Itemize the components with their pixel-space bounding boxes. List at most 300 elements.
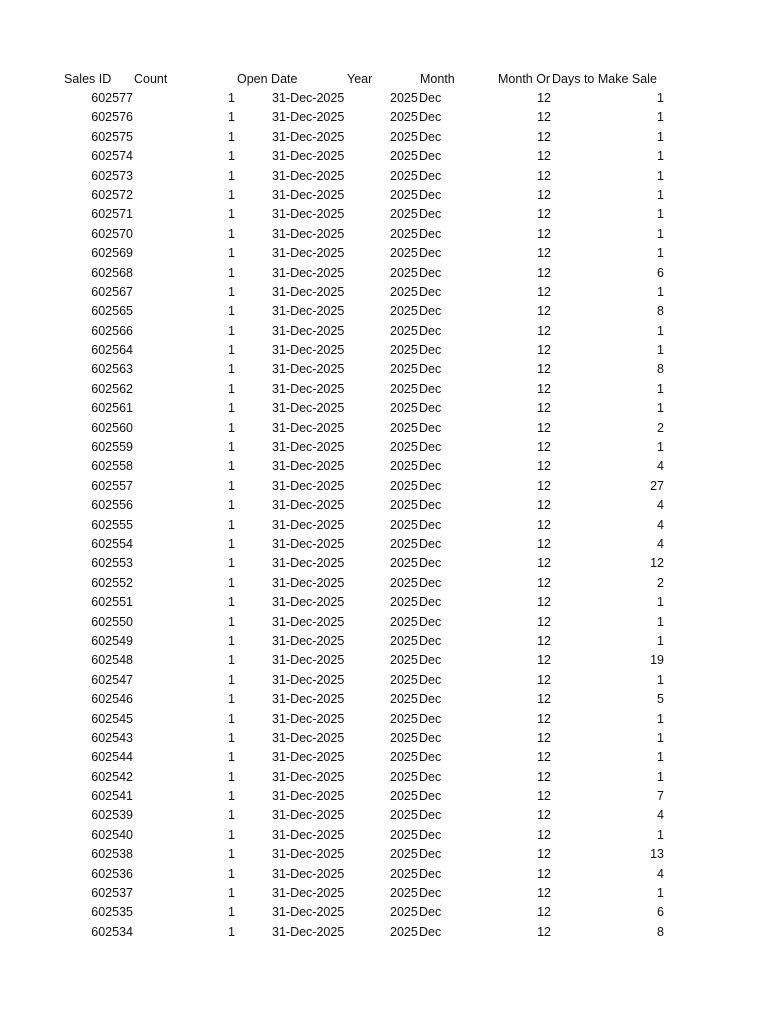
table-row [0, 690, 768, 709]
cell-month: Dec [419, 692, 442, 707]
cell-open-date: 31-Dec-2025 [272, 149, 345, 164]
cell-month-order: 12 [537, 595, 551, 610]
table-row [0, 748, 768, 767]
table-row [0, 128, 768, 147]
table-row [0, 923, 768, 942]
cell-year: 2025 [390, 517, 418, 532]
cell-count: 1 [228, 692, 235, 707]
cell-month: Dec [419, 168, 442, 183]
cell-sales-id: 602560 [91, 420, 133, 435]
cell-year: 2025 [390, 362, 418, 377]
table-row [0, 302, 768, 321]
cell-sales-id: 602562 [91, 381, 133, 396]
cell-month: Dec [419, 847, 442, 862]
cell-sales-id: 602545 [91, 711, 133, 726]
cell-sales-id: 602559 [91, 440, 133, 455]
cell-open-date: 31-Dec-2025 [272, 536, 345, 551]
cell-days-to-make-sale: 1 [657, 187, 664, 202]
cell-sales-id: 602544 [91, 750, 133, 765]
table-row [0, 710, 768, 729]
table-row [0, 535, 768, 554]
table-row [0, 380, 768, 399]
cell-count: 1 [228, 595, 235, 610]
table-row [0, 845, 768, 864]
cell-year: 2025 [390, 401, 418, 416]
cell-open-date: 31-Dec-2025 [272, 750, 345, 765]
cell-days-to-make-sale: 1 [657, 886, 664, 901]
cell-month: Dec [419, 827, 442, 842]
cell-open-date: 31-Dec-2025 [272, 420, 345, 435]
cell-month: Dec [419, 808, 442, 823]
cell-month: Dec [419, 284, 442, 299]
cell-month: Dec [419, 769, 442, 784]
cell-month-order: 12 [537, 265, 551, 280]
cell-month-order: 12 [537, 440, 551, 455]
cell-open-date: 31-Dec-2025 [272, 847, 345, 862]
cell-sales-id: 602552 [91, 575, 133, 590]
cell-days-to-make-sale: 1 [657, 769, 664, 784]
cell-sales-id: 602540 [91, 827, 133, 842]
cell-month-order: 12 [537, 343, 551, 358]
table-row [0, 651, 768, 670]
cell-year: 2025 [390, 692, 418, 707]
cell-month-order: 12 [537, 750, 551, 765]
cell-sales-id: 602535 [91, 905, 133, 920]
cell-month: Dec [419, 323, 442, 338]
cell-month-order: 12 [537, 808, 551, 823]
cell-year: 2025 [390, 575, 418, 590]
cell-sales-id: 602561 [91, 401, 133, 416]
table-row [0, 884, 768, 903]
cell-month: Dec [419, 226, 442, 241]
cell-month: Dec [419, 304, 442, 319]
cell-sales-id: 602547 [91, 672, 133, 687]
cell-month-order: 12 [537, 110, 551, 125]
cell-month-order: 12 [537, 207, 551, 222]
cell-month-order: 12 [537, 91, 551, 105]
cell-count: 1 [228, 304, 235, 319]
cell-month-order: 12 [537, 381, 551, 396]
cell-sales-id: 602570 [91, 226, 133, 241]
cell-count: 1 [228, 808, 235, 823]
cell-sales-id: 602576 [91, 110, 133, 125]
cell-year: 2025 [390, 536, 418, 551]
cell-open-date: 31-Dec-2025 [272, 575, 345, 590]
table-row [0, 205, 768, 224]
cell-open-date: 31-Dec-2025 [272, 808, 345, 823]
cell-year: 2025 [390, 886, 418, 901]
cell-year: 2025 [390, 246, 418, 261]
table-row [0, 496, 768, 515]
cell-count: 1 [228, 789, 235, 804]
cell-month-order: 12 [537, 284, 551, 299]
cell-month: Dec [419, 440, 442, 455]
cell-sales-id: 602553 [91, 556, 133, 571]
cell-month: Dec [419, 575, 442, 590]
cell-count: 1 [228, 827, 235, 842]
cell-year: 2025 [390, 827, 418, 842]
cell-days-to-make-sale: 1 [657, 149, 664, 164]
table-row [0, 593, 768, 612]
cell-sales-id: 602568 [91, 265, 133, 280]
cell-year: 2025 [390, 556, 418, 571]
cell-month-order: 12 [537, 633, 551, 648]
cell-days-to-make-sale: 4 [657, 459, 664, 474]
cell-month-order: 12 [537, 323, 551, 338]
cell-month: Dec [419, 672, 442, 687]
cell-month: Dec [419, 110, 442, 125]
cell-year: 2025 [390, 265, 418, 280]
cell-month-order: 12 [537, 168, 551, 183]
cell-month-order: 12 [537, 730, 551, 745]
cell-month-order: 12 [537, 498, 551, 513]
cell-month-order: 12 [537, 226, 551, 241]
table-row [0, 903, 768, 922]
cell-sales-id: 602565 [91, 304, 133, 319]
cell-month-order: 12 [537, 149, 551, 164]
table-row [0, 399, 768, 418]
cell-sales-id: 602534 [91, 924, 133, 939]
header-month-order: Month Or [498, 72, 551, 86]
cell-sales-id: 602543 [91, 730, 133, 745]
cell-count: 1 [228, 265, 235, 280]
table-row [0, 516, 768, 535]
cell-month-order: 12 [537, 459, 551, 474]
cell-year: 2025 [390, 207, 418, 222]
cell-month-order: 12 [537, 711, 551, 726]
cell-count: 1 [228, 905, 235, 920]
cell-sales-id: 602554 [91, 536, 133, 551]
cell-month-order: 12 [537, 401, 551, 416]
cell-month: Dec [419, 207, 442, 222]
cell-month-order: 12 [537, 575, 551, 590]
cell-open-date: 31-Dec-2025 [272, 401, 345, 416]
cell-days-to-make-sale: 1 [657, 750, 664, 765]
cell-month: Dec [419, 536, 442, 551]
cell-month-order: 12 [537, 517, 551, 532]
cell-days-to-make-sale: 19 [650, 653, 664, 668]
table-row [0, 632, 768, 651]
cell-count: 1 [228, 478, 235, 493]
cell-count: 1 [228, 730, 235, 745]
cell-year: 2025 [390, 498, 418, 513]
table-row [0, 438, 768, 457]
cell-sales-id: 602557 [91, 478, 133, 493]
cell-count: 1 [228, 284, 235, 299]
table-row [0, 283, 768, 302]
cell-days-to-make-sale: 6 [657, 265, 664, 280]
cell-days-to-make-sale: 1 [657, 110, 664, 125]
cell-month: Dec [419, 91, 442, 105]
cell-month: Dec [419, 246, 442, 261]
cell-year: 2025 [390, 653, 418, 668]
cell-month: Dec [419, 498, 442, 513]
cell-month: Dec [419, 517, 442, 532]
cell-open-date: 31-Dec-2025 [272, 653, 345, 668]
cell-open-date: 31-Dec-2025 [272, 730, 345, 745]
cell-month: Dec [419, 614, 442, 629]
cell-open-date: 31-Dec-2025 [272, 168, 345, 183]
cell-open-date: 31-Dec-2025 [272, 672, 345, 687]
table-row [0, 554, 768, 573]
cell-month-order: 12 [537, 672, 551, 687]
cell-month: Dec [419, 633, 442, 648]
cell-days-to-make-sale: 13 [650, 847, 664, 862]
cell-month-order: 12 [537, 362, 551, 377]
cell-days-to-make-sale: 4 [657, 517, 664, 532]
cell-count: 1 [228, 246, 235, 261]
cell-days-to-make-sale: 1 [657, 711, 664, 726]
cell-count: 1 [228, 633, 235, 648]
table-row [0, 806, 768, 825]
cell-year: 2025 [390, 110, 418, 125]
cell-days-to-make-sale: 4 [657, 536, 664, 551]
cell-days-to-make-sale: 1 [657, 91, 664, 105]
cell-days-to-make-sale: 1 [657, 246, 664, 261]
cell-open-date: 31-Dec-2025 [272, 517, 345, 532]
cell-open-date: 31-Dec-2025 [272, 129, 345, 144]
cell-sales-id: 602550 [91, 614, 133, 629]
cell-count: 1 [228, 149, 235, 164]
cell-month-order: 12 [537, 905, 551, 920]
cell-open-date: 31-Dec-2025 [272, 323, 345, 338]
cell-open-date: 31-Dec-2025 [272, 866, 345, 881]
table-row [0, 186, 768, 205]
header-month: Month [420, 72, 455, 86]
table-header-row [0, 70, 768, 89]
cell-year: 2025 [390, 905, 418, 920]
cell-open-date: 31-Dec-2025 [272, 459, 345, 474]
table-row [0, 477, 768, 496]
cell-month: Dec [419, 653, 442, 668]
cell-days-to-make-sale: 1 [657, 323, 664, 338]
cell-days-to-make-sale: 1 [657, 401, 664, 416]
cell-days-to-make-sale: 1 [657, 440, 664, 455]
cell-sales-id: 602566 [91, 323, 133, 338]
cell-count: 1 [228, 847, 235, 862]
cell-year: 2025 [390, 478, 418, 493]
header-sales-id: Sales ID [64, 72, 112, 86]
cell-open-date: 31-Dec-2025 [272, 711, 345, 726]
cell-year: 2025 [390, 440, 418, 455]
cell-sales-id: 602571 [91, 207, 133, 222]
cell-open-date: 31-Dec-2025 [272, 595, 345, 610]
cell-count: 1 [228, 924, 235, 939]
cell-count: 1 [228, 886, 235, 901]
cell-sales-id: 602555 [91, 517, 133, 532]
cell-year: 2025 [390, 168, 418, 183]
cell-count: 1 [228, 420, 235, 435]
cell-month: Dec [419, 420, 442, 435]
cell-sales-id: 602567 [91, 284, 133, 299]
cell-days-to-make-sale: 1 [657, 827, 664, 842]
cell-year: 2025 [390, 866, 418, 881]
table-row [0, 865, 768, 884]
cell-month-order: 12 [537, 478, 551, 493]
cell-days-to-make-sale: 1 [657, 343, 664, 358]
cell-count: 1 [228, 207, 235, 222]
table-row [0, 826, 768, 845]
cell-sales-id: 602539 [91, 808, 133, 823]
cell-sales-id: 602536 [91, 866, 133, 881]
cell-year: 2025 [390, 808, 418, 823]
cell-count: 1 [228, 401, 235, 416]
cell-month-order: 12 [537, 789, 551, 804]
cell-sales-id: 602564 [91, 343, 133, 358]
cell-count: 1 [228, 323, 235, 338]
cell-days-to-make-sale: 4 [657, 498, 664, 513]
cell-open-date: 31-Dec-2025 [272, 769, 345, 784]
table-row [0, 108, 768, 127]
cell-open-date: 31-Dec-2025 [272, 381, 345, 396]
cell-sales-id: 602549 [91, 633, 133, 648]
cell-year: 2025 [390, 614, 418, 629]
cell-days-to-make-sale: 1 [657, 284, 664, 299]
table-row [0, 341, 768, 360]
cell-sales-id: 602548 [91, 653, 133, 668]
table-row [0, 225, 768, 244]
cell-days-to-make-sale: 1 [657, 730, 664, 745]
cell-sales-id: 602541 [91, 789, 133, 804]
cell-days-to-make-sale: 1 [657, 207, 664, 222]
cell-sales-id: 602537 [91, 886, 133, 901]
cell-days-to-make-sale: 1 [657, 633, 664, 648]
table-row [0, 729, 768, 748]
cell-month: Dec [419, 478, 442, 493]
cell-days-to-make-sale: 2 [657, 575, 664, 590]
cell-month-order: 12 [537, 769, 551, 784]
cell-month-order: 12 [537, 420, 551, 435]
cell-days-to-make-sale: 12 [650, 556, 664, 571]
cell-days-to-make-sale: 8 [657, 362, 664, 377]
table-row [0, 322, 768, 341]
cell-open-date: 31-Dec-2025 [272, 789, 345, 804]
cell-days-to-make-sale: 1 [657, 381, 664, 396]
cell-count: 1 [228, 769, 235, 784]
table-row [0, 147, 768, 166]
cell-open-date: 31-Dec-2025 [272, 246, 345, 261]
cell-year: 2025 [390, 323, 418, 338]
cell-month: Dec [419, 149, 442, 164]
cell-days-to-make-sale: 8 [657, 924, 664, 939]
cell-month-order: 12 [537, 866, 551, 881]
cell-days-to-make-sale: 2 [657, 420, 664, 435]
cell-month: Dec [419, 595, 442, 610]
cell-year: 2025 [390, 226, 418, 241]
cell-month: Dec [419, 905, 442, 920]
header-days-to-make-sale: Days to Make Sale [552, 72, 657, 86]
cell-count: 1 [228, 866, 235, 881]
cell-count: 1 [228, 614, 235, 629]
cell-open-date: 31-Dec-2025 [272, 187, 345, 202]
table-row [0, 89, 768, 108]
cell-year: 2025 [390, 420, 418, 435]
cell-count: 1 [228, 226, 235, 241]
cell-open-date: 31-Dec-2025 [272, 265, 345, 280]
table-row [0, 613, 768, 632]
cell-sales-id: 602573 [91, 168, 133, 183]
cell-sales-id: 602577 [91, 91, 133, 105]
cell-month-order: 12 [537, 536, 551, 551]
table-row [0, 787, 768, 806]
cell-month-order: 12 [537, 827, 551, 842]
table-row [0, 768, 768, 787]
cell-year: 2025 [390, 595, 418, 610]
cell-month: Dec [419, 265, 442, 280]
cell-month-order: 12 [537, 924, 551, 939]
cell-count: 1 [228, 672, 235, 687]
cell-open-date: 31-Dec-2025 [272, 284, 345, 299]
cell-open-date: 31-Dec-2025 [272, 498, 345, 513]
cell-month: Dec [419, 343, 442, 358]
cell-month-order: 12 [537, 304, 551, 319]
cell-open-date: 31-Dec-2025 [272, 110, 345, 125]
cell-days-to-make-sale: 1 [657, 614, 664, 629]
cell-count: 1 [228, 168, 235, 183]
table-row [0, 167, 768, 186]
cell-sales-id: 602542 [91, 769, 133, 784]
cell-sales-id: 602574 [91, 149, 133, 164]
cell-count: 1 [228, 711, 235, 726]
cell-days-to-make-sale: 6 [657, 905, 664, 920]
cell-month: Dec [419, 187, 442, 202]
table-row [0, 264, 768, 283]
cell-open-date: 31-Dec-2025 [272, 924, 345, 939]
cell-sales-id: 602551 [91, 595, 133, 610]
cell-count: 1 [228, 459, 235, 474]
cell-year: 2025 [390, 91, 418, 105]
table-row [0, 419, 768, 438]
cell-year: 2025 [390, 730, 418, 745]
cell-year: 2025 [390, 789, 418, 804]
cell-month: Dec [419, 556, 442, 571]
cell-sales-id: 602558 [91, 459, 133, 474]
cell-month-order: 12 [537, 886, 551, 901]
cell-month: Dec [419, 362, 442, 377]
cell-count: 1 [228, 575, 235, 590]
cell-month: Dec [419, 924, 442, 939]
cell-count: 1 [228, 343, 235, 358]
table-row [0, 244, 768, 263]
table-body [0, 89, 768, 942]
cell-sales-id: 602546 [91, 692, 133, 707]
cell-year: 2025 [390, 343, 418, 358]
cell-month-order: 12 [537, 847, 551, 862]
cell-month-order: 12 [537, 614, 551, 629]
cell-year: 2025 [390, 847, 418, 862]
cell-sales-id: 602572 [91, 187, 133, 202]
cell-open-date: 31-Dec-2025 [272, 440, 345, 455]
cell-month-order: 12 [537, 692, 551, 707]
cell-count: 1 [228, 362, 235, 377]
cell-month: Dec [419, 381, 442, 396]
cell-days-to-make-sale: 8 [657, 304, 664, 319]
cell-count: 1 [228, 653, 235, 668]
cell-days-to-make-sale: 4 [657, 808, 664, 823]
cell-month: Dec [419, 711, 442, 726]
cell-month: Dec [419, 886, 442, 901]
cell-open-date: 31-Dec-2025 [272, 886, 345, 901]
cell-open-date: 31-Dec-2025 [272, 633, 345, 648]
cell-open-date: 31-Dec-2025 [272, 556, 345, 571]
cell-open-date: 31-Dec-2025 [272, 905, 345, 920]
cell-days-to-make-sale: 7 [657, 789, 664, 804]
cell-month-order: 12 [537, 187, 551, 202]
cell-count: 1 [228, 536, 235, 551]
header-count: Count [134, 72, 168, 86]
cell-open-date: 31-Dec-2025 [272, 91, 345, 105]
cell-count: 1 [228, 556, 235, 571]
